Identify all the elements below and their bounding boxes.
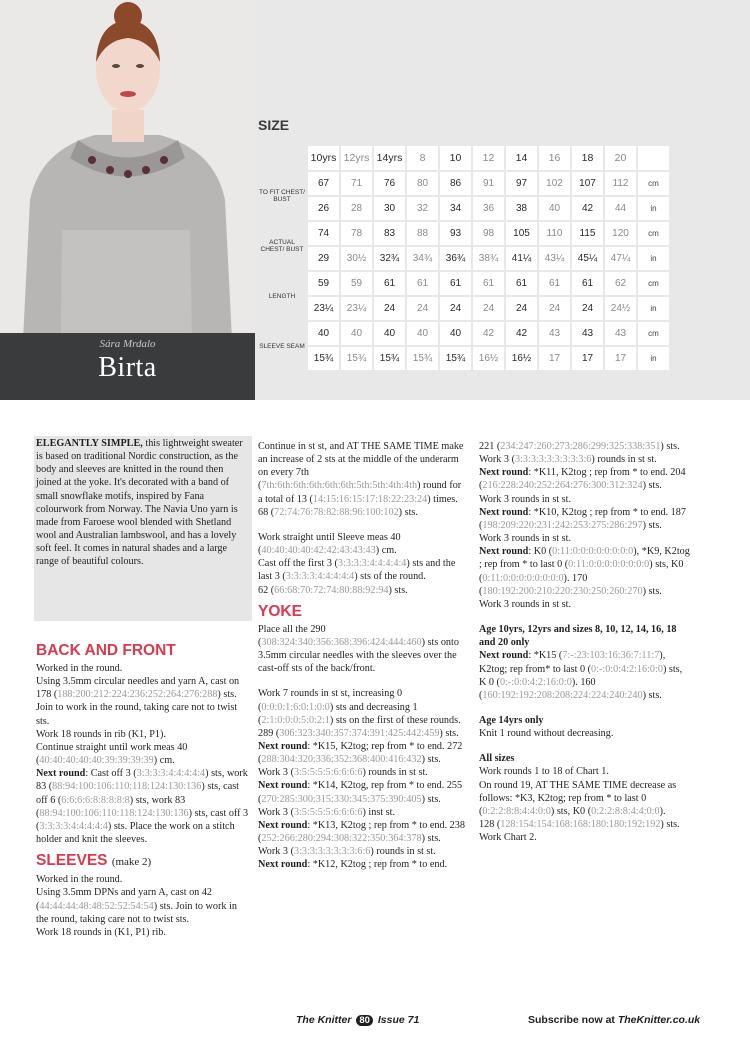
- sleeves-text: Work straight until Sleeve meas 40 (40:40:40:40:42:42:43:43:43) cm.: [258, 531, 401, 557]
- size-cell: 43¼: [539, 247, 570, 270]
- back-front-heading: BACK AND FRONT: [36, 642, 176, 659]
- size-cell: 98: [473, 222, 504, 245]
- size-cell: 42: [473, 322, 504, 345]
- footer-magazine: The Knitter 80 Issue 71: [296, 1014, 420, 1026]
- footer-subscribe: Subscribe now at TheKnitter.co.uk: [528, 1014, 701, 1026]
- size-cell: 15¾: [308, 347, 339, 370]
- size-cell: 40: [308, 322, 339, 345]
- size-cell: 32: [407, 197, 438, 220]
- sleeves-text: Worked in the round.: [36, 874, 123, 886]
- size-header: 10yrs: [308, 146, 339, 170]
- size-cell: 61: [407, 272, 438, 295]
- column-2: [258, 440, 468, 872]
- size-unit: in: [638, 197, 669, 220]
- size-group-label: LENGTH: [258, 272, 306, 320]
- size-cell: 76: [374, 172, 405, 195]
- size-row: [258, 347, 669, 370]
- sleeves-text: 62 (66:68:70:72:74:80:88:92:94) sts.: [258, 584, 408, 596]
- size-cell: 32¾: [374, 247, 405, 270]
- size-body: [258, 172, 669, 370]
- size-cell: 24: [407, 297, 438, 320]
- sleeves-text: Using 3.5mm DPNs and yarn A, cast on 42 (44:44:44:48:48:52:52:54:54) sts. Join to work in the round, taking care not to twist sts.: [36, 887, 237, 925]
- sleeves-text: Cast off the first 3 (3:3:3:3:4:4:4:4:4) sts and the last 3 (3:3:3:3:4:4:4:4:4) sts of the round.: [258, 558, 456, 583]
- size-cell: 34: [440, 197, 471, 220]
- size-cell: 36¾: [440, 247, 471, 270]
- yoke-heading: YOKE: [258, 602, 302, 620]
- size-cell: 34¾: [407, 247, 438, 270]
- yoke-text: Work 7 rounds in st st, increasing 0 (0:0:0:1:6:0:1:0:0) sts and decreasing 1 (2:1:0:0:0:5:0:2:1) sts on the first of these rounds.: [258, 688, 461, 726]
- intro-body: this lightweight sweater is based on traditional Nordic construction, as the body and sleeves are knitted in the round then joined at the yoke. It's decorated with a band of small snowflake motifs, inspired by Fana colourwork from Norway. The Navia Uno yarn is made from Faroese wool blended with Shetland wool and Australian lambswool, and has a lovely soft feel. It comes in natural shades and a large range of beautiful colours.: [36, 438, 243, 568]
- size-unit: cm: [638, 222, 669, 245]
- back-front-text: Next round: Cast off 3 (3:3:3:3:4:4:4:4:4) sts, work 83 (88:94:100:106:110:118:124:130:136) sts, cast off 6 (6:6:6:6:8:8:8:8:8) sts, work 83 (88:94:100:106:110:118:124:130:136) sts, cast off 3 (3:3:3:3:4:4:4:4:4) sts. Place the work on a stitch holder and knit the sleeves.: [36, 768, 249, 846]
- all-sizes-text: On round 19, AT THE SAME TIME decrease as follows: *K3, K2tog; rep from * to last 0 (0:2:2:8:8:4:4:0:0) sts, K0 (0:2:2:8:8:4:4:0:0).: [479, 779, 677, 817]
- size-cell: 41¼: [506, 247, 537, 270]
- size-cell: 107: [572, 172, 603, 195]
- size-cell: 16½: [506, 347, 537, 370]
- size-cell: 16½: [473, 347, 504, 370]
- size-cell: 61: [572, 272, 603, 295]
- size-cell: 67: [308, 172, 339, 195]
- size-row: [258, 172, 669, 195]
- yoke-text: Next round: *K12, K2tog ; rep from * to end.: [258, 859, 448, 871]
- back-front-text: Worked in the round.: [36, 663, 123, 674]
- size-unit: in: [638, 347, 669, 370]
- size-cell: 29: [308, 247, 339, 270]
- page-number: 80: [356, 1015, 373, 1026]
- size-cell: 80: [407, 172, 438, 195]
- size-cell: 28: [341, 197, 372, 220]
- size-cell: 88: [407, 222, 438, 245]
- size-cell: 42: [572, 197, 603, 220]
- size-cell: 42: [506, 322, 537, 345]
- all-sizes-text: Work rounds 1 to 18 of Chart 1.: [479, 766, 609, 778]
- size-cell: 44: [605, 197, 636, 220]
- size-cell: 36: [473, 197, 504, 220]
- size-cell: 78: [341, 222, 372, 245]
- all-sizes-text: Work Chart 2.: [479, 832, 537, 844]
- size-row: [258, 247, 669, 270]
- size-cell: 110: [539, 222, 570, 245]
- size-cell: 40: [539, 197, 570, 220]
- size-cell: 61: [374, 272, 405, 295]
- size-cell: 40: [374, 322, 405, 345]
- size-cell: 91: [473, 172, 504, 195]
- age14-text: Knit 1 round without decreasing.: [479, 728, 614, 740]
- yoke-text: Work 3 rounds in st st.: [479, 493, 571, 505]
- size-cell: 97: [506, 172, 537, 195]
- age-heading: Age 10yrs, 12yrs and sizes 8, 10, 12, 14, 16, 18 and 20 only: [479, 624, 677, 649]
- size-cell: 24: [473, 297, 504, 320]
- size-table: [256, 144, 671, 372]
- yoke-text: Next round: *K10, K2tog ; rep from * to end. 187 (198:209:220:231:242:253:275:286:297) sts.: [479, 506, 686, 531]
- footer: [0, 1012, 750, 1032]
- size-cell: 15¾: [407, 347, 438, 370]
- pattern-name: Birta: [98, 352, 157, 383]
- back-front-text: Continue straight until work meas 40 (40:40:40:40:40:39:39:39:39) cm.: [36, 741, 188, 767]
- all-sizes-heading: All sizes: [479, 753, 515, 765]
- size-cell: 61: [506, 272, 537, 295]
- size-cell: 40: [341, 322, 372, 345]
- size-cell: 17: [572, 347, 603, 370]
- size-header: 20: [605, 146, 636, 170]
- size-row: [258, 297, 669, 320]
- size-header: 16: [539, 146, 570, 170]
- size-cell: 26: [308, 197, 339, 220]
- sleeves-text: Work 18 rounds in (K1, P1) rib.: [36, 926, 166, 938]
- size-cell: 23¼: [341, 297, 372, 320]
- yoke-text: Work 3 (3:3:3:3:3:3:3:3:3:6) rounds in st st.: [479, 454, 657, 466]
- size-cell: 43: [539, 322, 570, 345]
- size-header: 12: [473, 146, 504, 170]
- size-cell: 15¾: [341, 347, 372, 370]
- yoke-text: Work 3 rounds in st st.: [479, 533, 571, 545]
- yoke-text: 289 (306:323:340:357:374:391:425:442:459) sts.: [258, 727, 459, 739]
- size-row: [258, 322, 669, 345]
- size-unit: in: [638, 297, 669, 320]
- size-unit-blank: [638, 146, 669, 170]
- size-cell: 47¼: [605, 247, 636, 270]
- size-cell: 43: [572, 322, 603, 345]
- yoke-text: Next round: *K13, K2tog ; rep from * to end. 238 (252:266:280:294:308:322:350:364:378) sts.: [258, 819, 465, 845]
- size-row: [258, 197, 669, 220]
- size-cell: 61: [473, 272, 504, 295]
- intro-lead: ELEGANTLY SIMPLE,: [36, 438, 143, 449]
- size-group-label: SLEEVE SEAM: [258, 322, 306, 370]
- size-cell: 59: [341, 272, 372, 295]
- size-cell: 105: [506, 222, 537, 245]
- column-3: [479, 440, 691, 844]
- sleeves-heading: SLEEVES (make 2): [36, 852, 152, 870]
- size-unit: cm: [638, 272, 669, 295]
- size-cell: 30: [374, 197, 405, 220]
- size-title: SIZE: [258, 117, 290, 133]
- yoke-text: Place all the 290 (308:324:340:356:368:396:424:444:460) sts onto 3.5mm circular needles with the sleeves over the cast-off sts of the back/front.: [258, 623, 459, 675]
- designer-name: Sára Mrdalo: [99, 338, 156, 350]
- yoke-text: Work 3 (3:5:5:5:5:6:6:6:6) inst st.: [258, 806, 396, 818]
- yoke-text: Next round: K0 (0:11:0:0:0:0:0:0:0:0), *K9, K2tog ; rep from * to last 0 (0:11:0:0:0:0:0:0:0:0) sts, K0 (0:11:0:0:0:0:0:0:0:0). 170 (180:192:200:210:220:230:250:260:270) sts.: [479, 546, 690, 597]
- yoke-text: Work 3 (3:3:3:3:3:3:3:3:6:6) rounds in st st.: [258, 846, 436, 858]
- size-unit: cm: [638, 172, 669, 195]
- size-cell: 40: [407, 322, 438, 345]
- size-header: 12yrs: [341, 146, 372, 170]
- size-corner: [258, 146, 306, 170]
- size-cell: 24½: [605, 297, 636, 320]
- size-cell: 24: [572, 297, 603, 320]
- back-front-text: Using 3.5mm circular needles and yarn A, cast on 178 (188:200:212:224:236:252:264:276:288) sts. Join to work in the round, taking care not to twist sts.: [36, 676, 240, 727]
- yoke-text: Next round: *K15, K2tog; rep from * to end. 272 (288:304:320:336:352:368:400:416:432) sts.: [258, 740, 463, 766]
- size-cell: 45¼: [572, 247, 603, 270]
- size-cell: 74: [308, 222, 339, 245]
- size-cell: 61: [440, 272, 471, 295]
- size-unit: cm: [638, 322, 669, 345]
- sleeves-text: Continue in st st, and AT THE SAME TIME make an increase of 2 sts at the middle of the underarm on every 7th (7th:6th:6th:6th:6th:6th:5th:5th:4th:4th) round for a total of 13 (14:15:16:15:17:18:22:23:24) times.: [258, 441, 464, 505]
- yoke-text: Work 3 (3:5:5:5:5:6:6:6:6) rounds in st st.: [258, 767, 428, 779]
- size-cell: 38: [506, 197, 537, 220]
- size-cell: 86: [440, 172, 471, 195]
- size-cell: 115: [572, 222, 603, 245]
- column-1: [36, 636, 250, 939]
- size-cell: 24: [374, 297, 405, 320]
- size-header: 18: [572, 146, 603, 170]
- size-cell: 24: [539, 297, 570, 320]
- yoke-text: Next round: *K15 (7:-:23:103:16:36:7:11:7), K2tog; rep from* to last 0 (0:-:0:0:4:2:16:0:0) sts, K 0 (0:-:0:0:4:2:16:0:0). 160 (160:192:192:208:208:224:224:240:240) sts.: [479, 650, 683, 701]
- size-cell: 15¾: [374, 347, 405, 370]
- size-cell: 23¼: [308, 297, 339, 320]
- back-front-text: Work 18 rounds in rib (K1, P1).: [36, 728, 166, 740]
- size-header: 10: [440, 146, 471, 170]
- age14-heading: Age 14yrs only: [479, 714, 544, 726]
- size-header: 14yrs: [374, 146, 405, 170]
- size-cell: 40: [440, 322, 471, 345]
- size-group-label: TO FIT CHEST/ BUST: [258, 172, 306, 220]
- size-header-row: [258, 146, 669, 170]
- size-cell: 17: [539, 347, 570, 370]
- size-cell: 38¾: [473, 247, 504, 270]
- size-group-label: ACTUAL CHEST/ BUST: [258, 222, 306, 270]
- size-row: [258, 222, 669, 245]
- yoke-text: Next round: *K11, K2tog ; rep from * to end. 204 (216:228:240:252:264:276:300:312:324) sts.: [479, 467, 686, 492]
- size-cell: 24: [506, 297, 537, 320]
- yoke-text: Next round: *K14, K2tog, rep from * to end. 255 (270:285:300:315:330:345:375:390:405) sts.: [258, 780, 463, 805]
- site-link[interactable]: TheKnitter.co.uk: [617, 1014, 701, 1026]
- yoke-text: Work 3 rounds in st st.: [479, 598, 571, 610]
- yoke-text: 221 (234:247:260:273:286:299:325:338:351) sts.: [479, 441, 680, 452]
- size-cell: 102: [539, 172, 570, 195]
- size-cell: 24: [440, 297, 471, 320]
- size-cell: 30½: [341, 247, 372, 270]
- size-cell: 112: [605, 172, 636, 195]
- size-header: 8: [407, 146, 438, 170]
- size-cell: 93: [440, 222, 471, 245]
- intro-text: [36, 437, 250, 569]
- size-cell: 43: [605, 322, 636, 345]
- size-row: [258, 272, 669, 295]
- all-sizes-text: 128 (128:154:154:168:168:180:180:192:192) sts.: [479, 819, 680, 831]
- size-cell: 71: [341, 172, 372, 195]
- size-cell: 83: [374, 222, 405, 245]
- size-cell: 120: [605, 222, 636, 245]
- size-cell: 17: [605, 347, 636, 370]
- size-header: 14: [506, 146, 537, 170]
- size-cell: 61: [539, 272, 570, 295]
- size-cell: 59: [308, 272, 339, 295]
- size-cell: 62: [605, 272, 636, 295]
- size-unit: in: [638, 247, 669, 270]
- size-cell: 15¾: [440, 347, 471, 370]
- sleeves-text: 68 (72:74:76:78:82:88:96:100:102) sts.: [258, 506, 418, 518]
